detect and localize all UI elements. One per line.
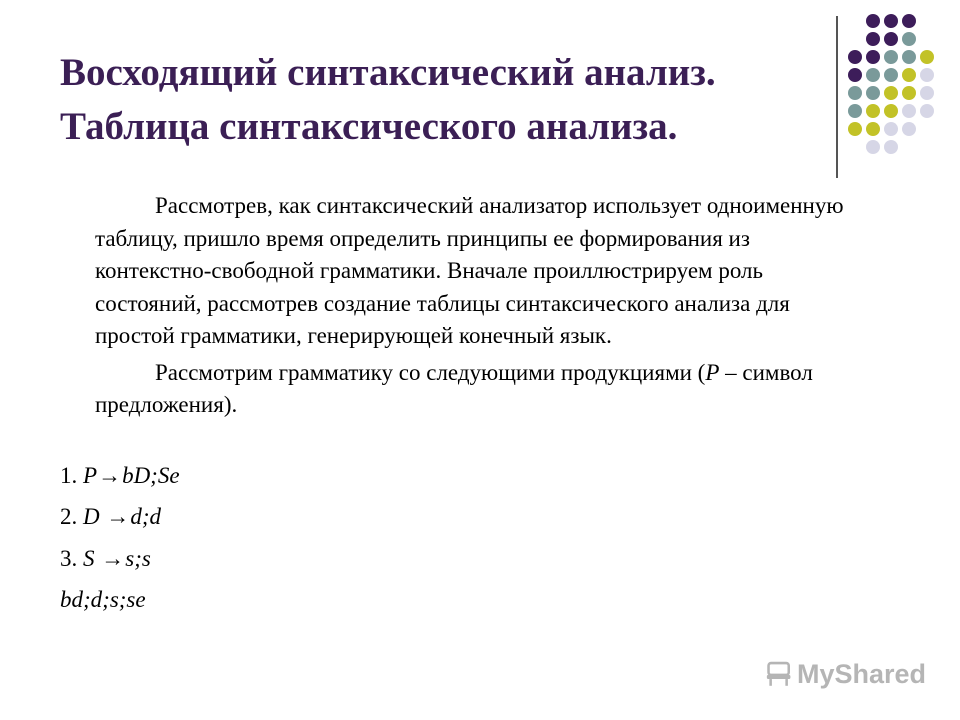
paragraph-2-start: Рассмотрим грамматику со следующими продукциями ( — [155, 359, 706, 385]
decorative-dot — [884, 140, 898, 154]
rule-number: 2. — [60, 504, 83, 529]
title-divider — [836, 16, 838, 178]
decorative-dot — [866, 104, 880, 118]
decorative-dot — [866, 122, 880, 136]
decorative-dot — [920, 68, 934, 82]
rule-rhs: s;s — [125, 546, 151, 571]
generated-language — [60, 585, 146, 615]
arrow-icon: → — [101, 546, 125, 571]
title-line-1: Восходящий синтаксический анализ. — [60, 51, 716, 94]
decorative-dot — [884, 50, 898, 64]
slide-body — [95, 190, 865, 422]
grammar-rule-3 — [60, 544, 151, 574]
paragraph-2 — [95, 357, 865, 422]
decorative-dot — [920, 86, 934, 100]
decorative-dot — [902, 86, 916, 100]
rule-lhs: D — [83, 504, 106, 529]
decorative-dot-grid — [848, 14, 944, 154]
decorative-dot — [902, 122, 916, 136]
decorative-dot — [884, 86, 898, 100]
grammar-rule-2 — [60, 502, 161, 532]
rule-number: 1. — [60, 463, 83, 488]
rule-rhs: bD;Se — [122, 463, 180, 488]
decorative-dot — [902, 104, 916, 118]
decorative-dot — [884, 32, 898, 46]
decorative-dot — [848, 68, 862, 82]
decorative-dot — [920, 104, 934, 118]
decorative-dot — [902, 50, 916, 64]
arrow-icon: → — [98, 463, 122, 488]
decorative-dot — [884, 122, 898, 136]
slide-title — [60, 46, 820, 154]
decorative-dot — [866, 50, 880, 64]
decorative-dot — [884, 68, 898, 82]
decorative-dot — [902, 14, 916, 28]
grammar-rule-1 — [60, 461, 180, 491]
rule-rhs: d;d — [130, 504, 162, 529]
rule-lhs: S — [83, 546, 101, 571]
decorative-dot — [866, 68, 880, 82]
decorative-dot — [866, 14, 880, 28]
arrow-icon: → — [106, 504, 130, 529]
decorative-dot — [902, 32, 916, 46]
watermark-text: MyShared — [796, 658, 926, 689]
decorative-dot — [902, 68, 916, 82]
language-strings: bd;d;s;se — [60, 587, 146, 612]
sentence-symbol: P — [705, 359, 720, 385]
chair-icon — [766, 659, 793, 689]
decorative-dot — [848, 86, 862, 100]
paragraph-2-end: – символ предложения). — [95, 359, 813, 417]
paragraph-1: Рассмотрев, как синтаксический анализатор использует одноименную таблицу, пришло время определить принципы ее формирования из контекстно-свободной грамматики. Вначале проиллюстрируем роль состояний, рассмотрев создание таблицы синтаксического анализа для простой грамматики, генерирующей конечный язык. — [95, 193, 844, 348]
decorative-dot — [884, 104, 898, 118]
decorative-dot — [848, 50, 862, 64]
rule-number: 3. — [60, 546, 83, 571]
decorative-dot — [848, 104, 862, 118]
decorative-dot — [866, 140, 880, 154]
title-line-2: Таблица синтаксического анализа. — [60, 105, 678, 148]
decorative-dot — [866, 32, 880, 46]
rule-lhs: P — [83, 463, 98, 488]
decorative-dot — [920, 50, 934, 64]
decorative-dot — [884, 14, 898, 28]
decorative-dot — [866, 86, 880, 100]
decorative-dot — [848, 122, 862, 136]
watermark — [766, 654, 926, 694]
